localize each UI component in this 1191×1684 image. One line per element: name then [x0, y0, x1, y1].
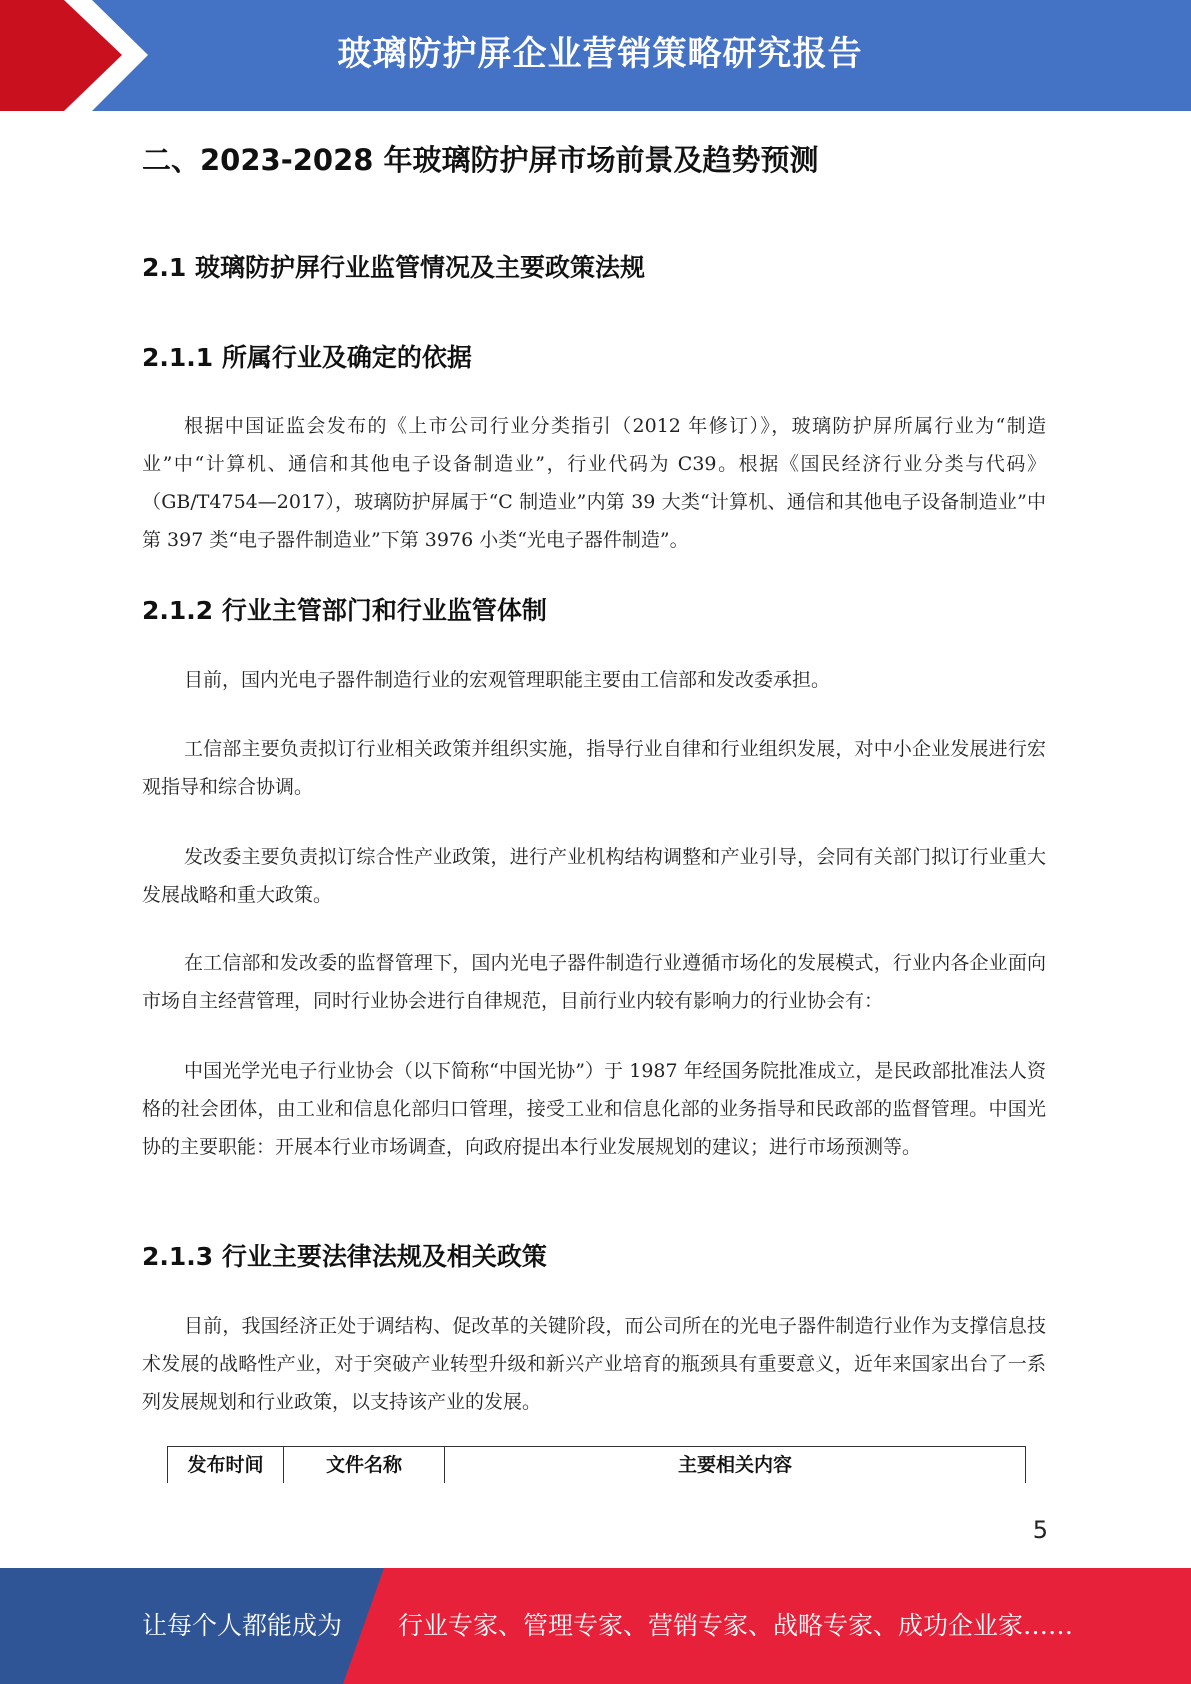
paragraph-industry-association: 中国光学光电子行业协会（以下简称“中国光协”）于 1987 年经国务院批准成立，是民政部批准法人资格的社会团体，由工业和信息化部归口管理，接受工业和信息化部的业务指导和民政部的监督管理。中国光协的主要职能：开展本行业市场调查，向政府提出本行业发展规划的建议；进行市场预测等。: [142, 1060, 1046, 1158]
paragraph-supervision-model: 在工信部和发改委的监督管理下，国内光电子器件制造行业遵循市场化的发展模式，行业内各企业面向市场自主经营管理，同时行业协会进行自律规范，目前行业内较有影响力的行业协会有：: [142, 952, 1046, 1012]
paragraph-industry-classification: 根据中国证监会发布的《上市公司行业分类指引（2012 年修订）》，玻璃防护屏所属行业为“制造业”中“计算机、通信和其他电子设备制造业”，行业代码为 C39。根据《国民经济行业分类与代码》（GB/T4754—2017），玻璃防护屏属于“C 制造业”内第 39 大类“计算机、通信和其他电子设备制造业”中第 397 类“电子器件制造业”下第 3976 小类“光电子器件制造”。: [142, 415, 1046, 551]
paragraph-regulators: 目前，国内光电子器件制造行业的宏观管理职能主要由工信部和发改委承担。: [184, 669, 831, 691]
paragraph-ndrc-duties: 发改委主要负责拟订综合性产业政策，进行产业机构结构调整和产业引导，会同有关部门拟订行业重大发展战略和重大政策。: [142, 846, 1046, 906]
header-banner: [0, 0, 1191, 111]
policy-table: [167, 1446, 1026, 1483]
table-header-date: 发布时间: [168, 1447, 284, 1483]
paragraph-miit-duties: 工信部主要负责拟订行业相关政策并组织实施，指导行业自律和行业组织发展，对中小企业发展进行宏观指导和综合协调。: [142, 738, 1046, 798]
section-heading-2-1-1: 2.1.1 所属行业及确定的依据: [142, 343, 472, 372]
page-number: 5: [1032, 1516, 1048, 1544]
section-heading-2-1-3: 2.1.3 行业主要法律法规及相关政策: [142, 1242, 547, 1271]
section-heading-2-1: 2.1 玻璃防护屏行业监管情况及主要政策法规: [142, 253, 645, 282]
chapter-heading: 二、2023-2028 年玻璃防护屏市场前景及趋势预测: [142, 143, 819, 177]
footer-slogan-left: 让每个人都能成为: [142, 1611, 343, 1640]
footer-slogan-right: 行业专家、管理专家、营销专家、战略专家、成功企业家……: [398, 1611, 1074, 1640]
table-header-content: 主要相关内容: [677, 1454, 792, 1476]
paragraph-policy-background: 目前，我国经济正处于调结构、促改革的关键阶段，而公司所在的光电子器件制造行业作为支撑信息技术发展的战略性产业，对于突破产业转型升级和新兴产业培育的瓶颈具有重要意义，近年来国家出台了一系列发展规划和行业政策，以支持该产业的发展。: [142, 1315, 1046, 1413]
table-header-document: 文件名称: [284, 1447, 445, 1483]
footer-banner: [0, 1568, 1191, 1684]
report-title: 玻璃防护屏企业营销策略研究报告: [337, 34, 863, 74]
section-heading-2-1-2: 2.1.2 行业主管部门和行业监管体制: [142, 596, 547, 625]
